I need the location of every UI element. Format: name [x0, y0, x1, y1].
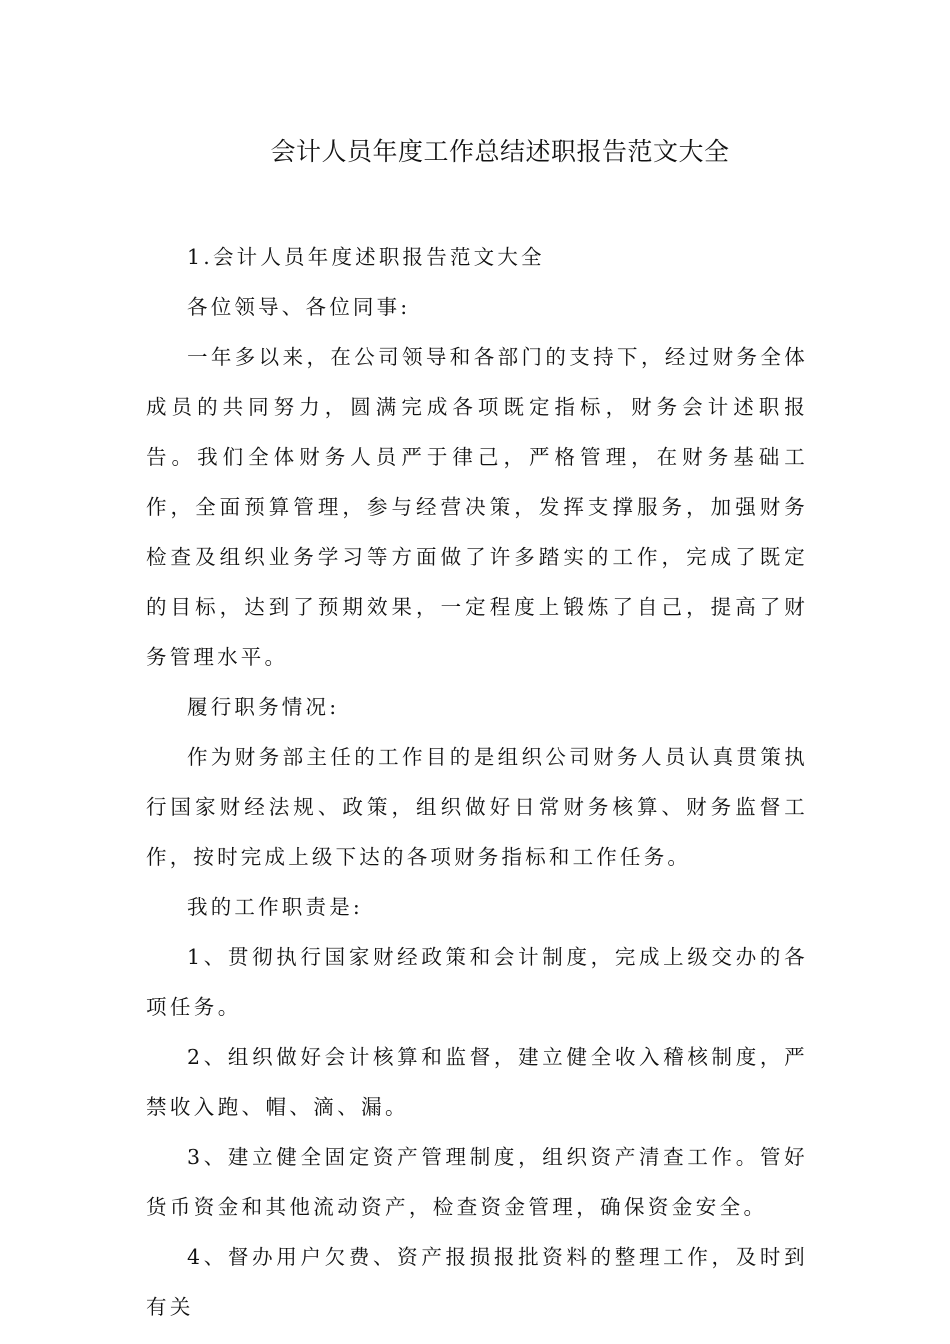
- list-item: 3、建立健全固定资产管理制度，组织资产清查工作。管好货币资金和其他流动资产，检查资金管理，确保资金安全。: [146, 1145, 808, 1219]
- list-item: 4、督办用户欠费、资产报损报批资料的整理工作，及时到有关: [146, 1245, 808, 1319]
- subheading: 我的工作职责是:: [187, 895, 364, 919]
- salutation: 各位领导、各位同事:: [187, 295, 411, 319]
- body-paragraph: 一年多以来，在公司领导和各部门的支持下，经过财务全体成员的共同努力，圆满完成各项既定指标，财务会计述职报告。我们全体财务人员严于律己，严格管理，在财务基础工作，全面预算管理，参与经营决策，发挥支撑服务，加强财务检查及组织业务学习等方面做了许多踏实的工作，完成了既定的目标，达到了预期效果，一定程度上锻炼了自己，提高了财务管理水平。: [146, 345, 808, 669]
- document-body: [146, 232, 808, 1332]
- list-item: 1、贯彻执行国家财经政策和会计制度，完成上级交办的各项任务。: [146, 945, 808, 1019]
- list-item: 2、组织做好会计核算和监督，建立健全收入稽核制度，严禁收入跑、帽、滴、漏。: [146, 1045, 808, 1119]
- document-title: 会计人员年度工作总结述职报告范文大全: [270, 137, 730, 166]
- subheading: 履行职务情况:: [187, 695, 340, 719]
- body-paragraph: 作为财务部主任的工作目的是组织公司财务人员认真贯策执行国家财经法规、政策，组织做好日常财务核算、财务监督工作，按时完成上级下达的各项财务指标和工作任务。: [146, 745, 808, 869]
- section-heading: 1.会计人员年度述职报告范文大全: [187, 245, 545, 269]
